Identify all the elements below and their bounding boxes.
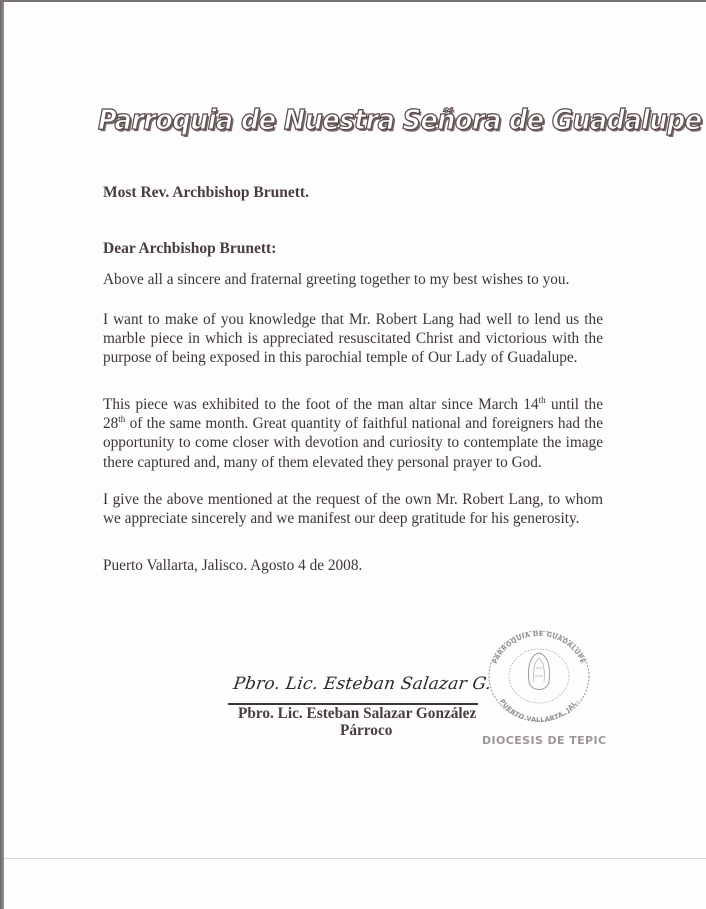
scan-top-edge bbox=[0, 0, 706, 2]
exhibition-text-2: until the 28 bbox=[103, 396, 603, 433]
exhibition-text-1: This piece was exhibited to the foot of the man altar since March 14 bbox=[103, 396, 539, 413]
signer-name: Pbro. Lic. Esteban Salazar González bbox=[238, 705, 477, 722]
parish-seal-stamp bbox=[486, 628, 592, 724]
scan-fold-line bbox=[4, 858, 706, 859]
paragraph-exhibition bbox=[103, 395, 603, 472]
signer-title: Párroco bbox=[340, 722, 393, 739]
ordinal-suffix: th bbox=[538, 395, 546, 405]
handwritten-signature: Pbro. Lic. Esteban Salazar G. bbox=[232, 674, 493, 694]
exhibition-text-3: of the same month. Great quantity of faithful national and foreigners had the opportunity to come closer with devotion and curiosity to contemplate the image there captured and, many of them elevated they personal prayer to God. bbox=[103, 415, 603, 471]
svg-text:PARROQUIA DE GUADALUPE bbox=[491, 630, 587, 665]
paragraph-greeting: Above all a sincere and fraternal greeting together to my best wishes to you. bbox=[103, 271, 570, 288]
stamp-bottom-text: PUERTO VALLARTA, JAL. bbox=[497, 697, 580, 724]
recipient-line: Most Rev. Archbishop Brunett. bbox=[103, 184, 309, 201]
stamp-diocese-text: DIOCESIS DE TEPIC bbox=[482, 734, 607, 747]
ordinal-suffix: th bbox=[118, 414, 126, 425]
salutation: Dear Archbishop Brunett: bbox=[103, 240, 277, 257]
svg-text:PUERTO VALLARTA, JAL. bbox=[498, 698, 580, 724]
place-and-date: Puerto Vallarta, Jalisco. Agosto 4 de 2008. bbox=[103, 557, 363, 574]
letterhead-title: Parroquia de Nuestra Señora de Guadalupe bbox=[98, 104, 702, 136]
paragraph-loan: I want to make of you knowledge that Mr. Robert Lang had well to lend us the marble piece in which is appreciated resuscitated Christ and victorious with the purpose of being exposed in this parochial temple of Our Lady of Guadalupe. bbox=[103, 311, 603, 367]
scan-left-edge bbox=[0, 0, 4, 909]
paragraph-gratitude: I give the above mentioned at the request of the own Mr. Robert Lang, to whom we appreciate sincerely and we manifest our deep gratitude for his generosity. bbox=[103, 491, 603, 528]
stamp-top-text: PARROQUIA DE GUADALUPE bbox=[490, 629, 588, 666]
